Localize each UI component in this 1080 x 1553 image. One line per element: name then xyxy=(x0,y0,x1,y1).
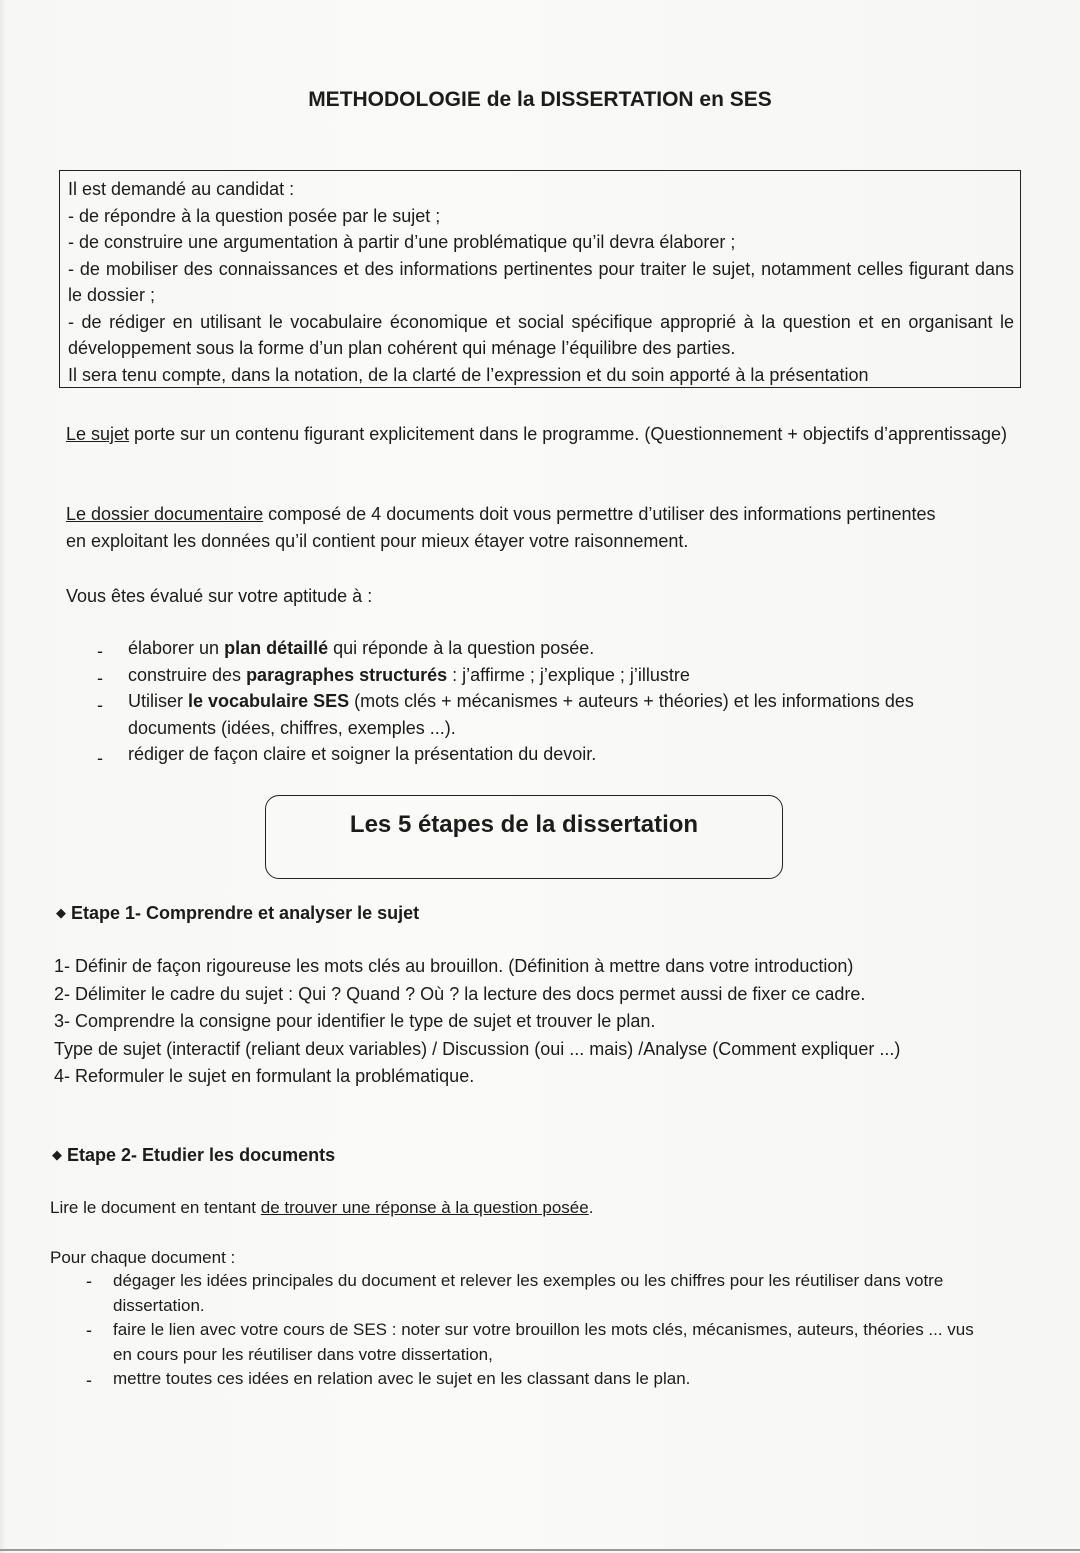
bullet-dash: - xyxy=(97,641,103,661)
evaluation-intro: Vous êtes évalué sur votre aptitude à : xyxy=(66,586,373,606)
etape1-line: Type de sujet (interactif (reliant deux variables) / Discussion (oui ... mais) /Analyse (Comment expliquer ...) xyxy=(54,1038,901,1059)
page-title: METHODOLOGIE de la DISSERTATION en SES xyxy=(308,88,772,111)
dossier-label: Le dossier documentaire xyxy=(66,504,264,524)
diamond-bullet-icon: ◆ xyxy=(52,1147,62,1162)
evaluation-item: rédiger de façon claire et soigner la présentation du devoir. xyxy=(128,744,597,764)
etape1-heading: ◆ Etape 1- Comprendre et analyser le sujet xyxy=(56,903,420,923)
bullet-dash: - xyxy=(97,668,103,688)
sujet-text: porte sur un contenu figurant explicitement dans le programme. (Questionnement + objectifs d’apprentissage) xyxy=(129,424,1008,444)
page-edge xyxy=(0,1549,1080,1551)
evaluation-item: élaborer un plan détaillé qui réponde à la question posée. xyxy=(128,638,595,658)
etape2-heading: ◆ Etape 2- Etudier les documents xyxy=(52,1145,336,1165)
instructions-line: - de construire une argumentation à partir d’une problématique qu’il devra élaborer ; xyxy=(68,232,736,252)
bullet-dash: - xyxy=(97,748,103,768)
bullet-dash: - xyxy=(86,1271,92,1291)
evaluation-item: construire des paragraphes structurés : j’affirme ; j’explique ; j’illustre xyxy=(128,665,690,685)
etape1-list xyxy=(54,953,1054,1091)
instructions-text xyxy=(68,176,1014,388)
etape1-line: 2- Délimiter le cadre du sujet : Qui ? Quand ? Où ? la lecture des docs permet aussi de fixer ce cadre. xyxy=(54,983,866,1004)
etape2-read-underlined: de trouver une réponse à la question posée xyxy=(260,1198,589,1217)
evaluation-item: Utiliser le vocabulaire SES (mots clés + mécanismes + auteurs + théories) et les informations des documents (idées, chiffres, exemples ...). xyxy=(128,691,914,738)
instructions-line: Il sera tenu compte, dans la notation, de la clarté de l’expression et du soin apporté à la présentation xyxy=(68,364,869,385)
bullet-dash: - xyxy=(86,1370,92,1390)
instructions-line: - de mobiliser des connaissances et des informations pertinentes pour traiter le sujet, notamment celles figurant dans le dossier ; xyxy=(68,258,1014,305)
etape2-read: Lire le document en tentant de trouver une réponse à la question posée. xyxy=(50,1198,594,1217)
diamond-bullet-icon: ◆ xyxy=(56,905,66,920)
dossier-paragraph xyxy=(66,501,946,555)
etape2-item: mettre toutes ces idées en relation avec le sujet en les classant dans le plan. xyxy=(113,1369,691,1388)
instructions-line: - de répondre à la question posée par le sujet ; xyxy=(68,205,441,226)
etape2-item: dégager les idées principales du document et relever les exemples ou les chiffres pour les réutiliser dans votre dissertation. xyxy=(113,1271,944,1315)
dossier-text: composé de 4 documents doit vous permettre d’utiliser des informations pertinentes en exploitant les données qu’il contient pour mieux étayer votre raisonnement. xyxy=(66,504,936,551)
bullet-dash: - xyxy=(86,1320,92,1340)
etapes-title: Les 5 étapes de la dissertation xyxy=(349,811,699,838)
sujet-paragraph xyxy=(66,421,1012,448)
instructions-line: - de rédiger en utilisant le vocabulaire économique et social spécifique approprié à la question et en organisant le développement sous la forme d’un plan cohérent qui ménage l’équilibre des parties. xyxy=(68,311,1014,358)
etape2-each-intro: Pour chaque document : xyxy=(50,1248,236,1267)
sujet-label: Le sujet xyxy=(66,424,130,444)
etape1-line: 4- Reformuler le sujet en formulant la problématique. xyxy=(54,1066,475,1086)
etape1-line: 1- Définir de façon rigoureuse les mots clés au brouillon. (Définition à mettre dans votre introduction) xyxy=(54,956,854,976)
etape1-line: 3- Comprendre la consigne pour identifier le type de sujet et trouver le plan. xyxy=(54,1011,656,1031)
instructions-line: Il est demandé au candidat : xyxy=(68,179,295,199)
etape2-item: faire le lien avec votre cours de SES : noter sur votre brouillon les mots clés, mécanismes, auteurs, théories ... vus en cours pour les réutiliser dans votre dissertation, xyxy=(113,1320,974,1364)
bullet-dash: - xyxy=(97,695,103,715)
